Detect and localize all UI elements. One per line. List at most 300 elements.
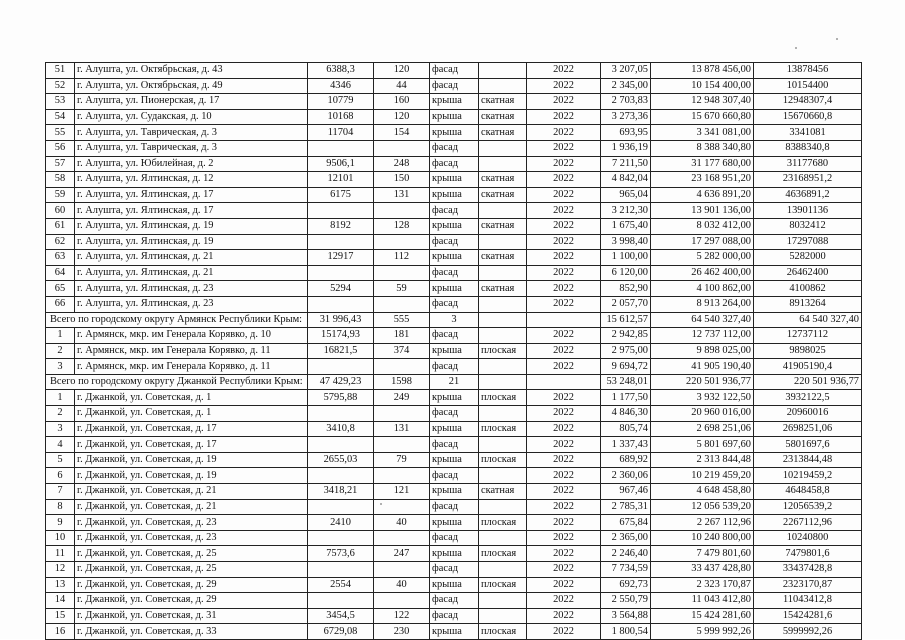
total-cell: 5282000 — [754, 250, 862, 266]
subtotal-area: 31 996,43 — [308, 312, 374, 328]
unit-cost-cell: 2 975,00 — [601, 343, 651, 359]
unit-cost-cell: 3 273,36 — [601, 109, 651, 125]
row-number: 15 — [46, 608, 75, 624]
total-cell: 8032412 — [754, 218, 862, 234]
roof-type-cell — [479, 562, 527, 578]
scan-speck — [380, 503, 382, 505]
cost-cell: 2 313 844,48 — [651, 452, 754, 468]
residents-cell — [374, 562, 430, 578]
residents-cell — [374, 359, 430, 375]
work-type-cell: крыша — [430, 484, 479, 500]
cost-cell: 9 898 025,00 — [651, 343, 754, 359]
area-cell: 12101 — [308, 172, 374, 188]
work-type-cell: фасад — [430, 78, 479, 94]
total-cell: 8913264 — [754, 296, 862, 312]
address-cell: г. Алушта, ул. Ялтинская, д. 19 — [75, 234, 308, 250]
residents-cell — [374, 265, 430, 281]
year-cell: 2022 — [527, 577, 601, 593]
roof-type-cell — [479, 265, 527, 281]
area-cell: 6175 — [308, 187, 374, 203]
roof-type-cell: плоская — [479, 390, 527, 406]
roof-type-cell: скатная — [479, 187, 527, 203]
year-cell: 2022 — [527, 187, 601, 203]
total-cell: 12737112 — [754, 328, 862, 344]
address-cell: г. Джанкой, ул. Советская, д. 1 — [75, 390, 308, 406]
roof-type-cell — [479, 140, 527, 156]
cost-cell: 4 636 891,20 — [651, 187, 754, 203]
roof-type-cell — [479, 359, 527, 375]
residents-cell: 150 — [374, 172, 430, 188]
roof-type-cell — [479, 530, 527, 546]
address-cell: г. Алушта, ул. Ялтинская, д. 19 — [75, 218, 308, 234]
area-cell: 2410 — [308, 515, 374, 531]
residents-cell — [374, 468, 430, 484]
subtotal-label: Всего по городскому округу Армянск Республики Крым: — [46, 312, 308, 328]
total-cell: 5801697,6 — [754, 437, 862, 453]
unit-cost-cell: 2 246,40 — [601, 546, 651, 562]
total-cell: 12948307,4 — [754, 94, 862, 110]
subtotal-label: Всего по городскому округу Джанкой Республики Крым: — [46, 374, 308, 390]
work-type-cell: крыша — [430, 421, 479, 437]
cost-cell: 13 901 136,00 — [651, 203, 754, 219]
row-number: 55 — [46, 125, 75, 141]
roof-type-cell — [479, 593, 527, 609]
cost-cell: 4 648 458,80 — [651, 484, 754, 500]
year-cell: 2022 — [527, 608, 601, 624]
residents-cell — [374, 499, 430, 515]
address-cell: г. Армянск, мкр. им Генерала Корявко, д. 10 — [75, 328, 308, 344]
table-row — [46, 250, 862, 266]
work-type-cell: фасад — [430, 562, 479, 578]
cost-cell: 2 698 251,06 — [651, 421, 754, 437]
empty-cell — [479, 374, 527, 390]
table-row — [46, 406, 862, 422]
row-number: 12 — [46, 562, 75, 578]
row-number: 3 — [46, 421, 75, 437]
cost-cell: 10 154 400,00 — [651, 78, 754, 94]
residents-cell — [374, 530, 430, 546]
row-number: 53 — [46, 94, 75, 110]
unit-cost-cell: 7 734,59 — [601, 562, 651, 578]
unit-cost-cell: 2 365,00 — [601, 530, 651, 546]
area-cell: 11704 — [308, 125, 374, 141]
work-type-cell: фасад — [430, 499, 479, 515]
row-number: 7 — [46, 484, 75, 500]
roof-type-cell: скатная — [479, 94, 527, 110]
area-cell: 10779 — [308, 94, 374, 110]
residents-cell: 247 — [374, 546, 430, 562]
unit-cost-cell: 852,90 — [601, 281, 651, 297]
table-row — [46, 484, 862, 500]
work-type-cell: крыша — [430, 624, 479, 640]
unit-cost-cell: 692,73 — [601, 577, 651, 593]
residents-cell: 79 — [374, 452, 430, 468]
year-cell: 2022 — [527, 203, 601, 219]
roof-type-cell — [479, 63, 527, 79]
address-cell: г. Джанкой, ул. Советская, д. 17 — [75, 437, 308, 453]
area-cell: 6388,3 — [308, 63, 374, 79]
subtotal-houses: 21 — [430, 374, 479, 390]
cost-cell: 2 267 112,96 — [651, 515, 754, 531]
row-number: 5 — [46, 452, 75, 468]
cost-cell: 15 670 660,80 — [651, 109, 754, 125]
work-type-cell: фасад — [430, 593, 479, 609]
unit-cost-cell: 4 842,04 — [601, 172, 651, 188]
residents-cell: 154 — [374, 125, 430, 141]
address-cell: г. Джанкой, ул. Советская, д. 31 — [75, 608, 308, 624]
address-cell: г. Алушта, ул. Ялтинская, д. 23 — [75, 281, 308, 297]
total-cell: 7479801,6 — [754, 546, 862, 562]
row-number: 3 — [46, 359, 75, 375]
roof-type-cell — [479, 468, 527, 484]
work-type-cell: фасад — [430, 359, 479, 375]
year-cell: 2022 — [527, 78, 601, 94]
table-row — [46, 218, 862, 234]
total-cell: 5999992,26 — [754, 624, 862, 640]
cost-cell: 11 043 412,80 — [651, 593, 754, 609]
row-number: 59 — [46, 187, 75, 203]
table-row — [46, 577, 862, 593]
unit-cost-cell: 675,84 — [601, 515, 651, 531]
total-cell: 12056539,2 — [754, 499, 862, 515]
residents-cell — [374, 234, 430, 250]
cost-cell: 4 100 862,00 — [651, 281, 754, 297]
residents-cell: 40 — [374, 577, 430, 593]
work-type-cell: крыша — [430, 452, 479, 468]
work-type-cell: крыша — [430, 187, 479, 203]
row-number: 65 — [46, 281, 75, 297]
address-cell: г. Джанкой, ул. Советская, д. 1 — [75, 406, 308, 422]
roof-type-cell: скатная — [479, 172, 527, 188]
year-cell: 2022 — [527, 218, 601, 234]
row-number: 9 — [46, 515, 75, 531]
work-type-cell: фасад — [430, 203, 479, 219]
table-row — [46, 125, 862, 141]
unit-cost-cell: 965,04 — [601, 187, 651, 203]
subtotal-count: 1598 — [374, 374, 430, 390]
table-row — [46, 562, 862, 578]
year-cell: 2022 — [527, 343, 601, 359]
roof-type-cell — [479, 608, 527, 624]
table-row — [46, 499, 862, 515]
address-cell: г. Алушта, ул. Судакская, д. 10 — [75, 109, 308, 125]
roof-type-cell: скатная — [479, 250, 527, 266]
residents-cell — [374, 140, 430, 156]
residents-cell: 181 — [374, 328, 430, 344]
unit-cost-cell: 2 550,79 — [601, 593, 651, 609]
total-cell: 4100862 — [754, 281, 862, 297]
subtotal-area: 47 429,23 — [308, 374, 374, 390]
total-cell: 3341081 — [754, 125, 862, 141]
area-cell: 2655,03 — [308, 452, 374, 468]
unit-cost-cell: 4 846,30 — [601, 406, 651, 422]
empty-cell — [527, 312, 601, 328]
year-cell: 2022 — [527, 172, 601, 188]
work-type-cell: крыша — [430, 172, 479, 188]
cost-cell: 8 913 264,00 — [651, 296, 754, 312]
roof-type-cell — [479, 78, 527, 94]
table-row — [46, 140, 862, 156]
residents-cell — [374, 437, 430, 453]
cost-cell: 3 341 081,00 — [651, 125, 754, 141]
unit-cost-cell: 3 212,30 — [601, 203, 651, 219]
table-row — [46, 390, 862, 406]
repair-register-table — [45, 62, 862, 640]
cost-cell: 5 801 697,60 — [651, 437, 754, 453]
roof-type-cell: плоская — [479, 452, 527, 468]
unit-cost-cell: 2 785,31 — [601, 499, 651, 515]
row-number: 54 — [46, 109, 75, 125]
total-cell: 11043412,8 — [754, 593, 862, 609]
residents-cell: 44 — [374, 78, 430, 94]
area-cell: 5795,88 — [308, 390, 374, 406]
residents-cell: 120 — [374, 63, 430, 79]
subtotal-total: 64 540 327,40 — [754, 312, 862, 328]
row-number: 58 — [46, 172, 75, 188]
cost-cell: 23 168 951,20 — [651, 172, 754, 188]
area-cell: 12917 — [308, 250, 374, 266]
table-row — [46, 234, 862, 250]
area-cell — [308, 359, 374, 375]
unit-cost-cell: 3 564,88 — [601, 608, 651, 624]
unit-cost-cell: 1 675,40 — [601, 218, 651, 234]
table-row — [46, 359, 862, 375]
work-type-cell: фасад — [430, 468, 479, 484]
subtotal-unit-cost: 53 248,01 — [601, 374, 651, 390]
area-cell — [308, 593, 374, 609]
unit-cost-cell: 1 936,19 — [601, 140, 651, 156]
table-row — [46, 187, 862, 203]
cost-cell: 10 240 800,00 — [651, 530, 754, 546]
table-row — [46, 593, 862, 609]
table-row — [46, 296, 862, 312]
table-row — [46, 452, 862, 468]
row-number: 2 — [46, 343, 75, 359]
total-cell: 2313844,48 — [754, 452, 862, 468]
roof-type-cell — [479, 156, 527, 172]
address-cell: г. Алушта, ул. Юбилейная, д. 2 — [75, 156, 308, 172]
residents-cell: 59 — [374, 281, 430, 297]
empty-cell — [479, 312, 527, 328]
row-number: 2 — [46, 406, 75, 422]
row-number: 51 — [46, 63, 75, 79]
work-type-cell: крыша — [430, 250, 479, 266]
table-row — [46, 546, 862, 562]
subtotal-row — [46, 374, 862, 390]
total-cell: 13878456 — [754, 63, 862, 79]
unit-cost-cell: 693,95 — [601, 125, 651, 141]
unit-cost-cell: 1 800,54 — [601, 624, 651, 640]
work-type-cell: крыша — [430, 343, 479, 359]
total-cell: 15424281,6 — [754, 608, 862, 624]
row-number: 64 — [46, 265, 75, 281]
year-cell: 2022 — [527, 156, 601, 172]
area-cell: 4346 — [308, 78, 374, 94]
area-cell: 9506,1 — [308, 156, 374, 172]
total-cell: 33437428,8 — [754, 562, 862, 578]
year-cell: 2022 — [527, 328, 601, 344]
unit-cost-cell: 805,74 — [601, 421, 651, 437]
cost-cell: 3 932 122,50 — [651, 390, 754, 406]
cost-cell: 12 737 112,00 — [651, 328, 754, 344]
cost-cell: 5 999 992,26 — [651, 624, 754, 640]
work-type-cell: фасад — [430, 328, 479, 344]
cost-cell: 10 219 459,20 — [651, 468, 754, 484]
residents-cell: 131 — [374, 421, 430, 437]
total-cell: 4636891,2 — [754, 187, 862, 203]
address-cell: г. Джанкой, ул. Советская, д. 17 — [75, 421, 308, 437]
table-row — [46, 608, 862, 624]
area-cell — [308, 437, 374, 453]
year-cell: 2022 — [527, 437, 601, 453]
unit-cost-cell: 689,92 — [601, 452, 651, 468]
roof-type-cell: плоская — [479, 421, 527, 437]
area-cell — [308, 296, 374, 312]
total-cell: 10240800 — [754, 530, 862, 546]
subtotal-unit-cost: 15 612,57 — [601, 312, 651, 328]
address-cell: г. Джанкой, ул. Советская, д. 23 — [75, 530, 308, 546]
area-cell: 15174,93 — [308, 328, 374, 344]
row-number: 6 — [46, 468, 75, 484]
table-row — [46, 63, 862, 79]
roof-type-cell: плоская — [479, 624, 527, 640]
work-type-cell: крыша — [430, 546, 479, 562]
area-cell: 7573,6 — [308, 546, 374, 562]
work-type-cell: фасад — [430, 265, 479, 281]
table-row — [46, 343, 862, 359]
total-cell: 10219459,2 — [754, 468, 862, 484]
roof-type-cell: скатная — [479, 281, 527, 297]
area-cell: 6729,08 — [308, 624, 374, 640]
table-row — [46, 109, 862, 125]
area-cell: 3418,21 — [308, 484, 374, 500]
total-cell: 2698251,06 — [754, 421, 862, 437]
unit-cost-cell: 3 207,05 — [601, 63, 651, 79]
unit-cost-cell: 6 120,00 — [601, 265, 651, 281]
year-cell: 2022 — [527, 140, 601, 156]
area-cell — [308, 530, 374, 546]
row-number: 61 — [46, 218, 75, 234]
total-cell: 9898025 — [754, 343, 862, 359]
year-cell: 2022 — [527, 593, 601, 609]
year-cell: 2022 — [527, 250, 601, 266]
unit-cost-cell: 2 942,85 — [601, 328, 651, 344]
cost-cell: 12 948 307,40 — [651, 94, 754, 110]
cost-cell: 2 323 170,87 — [651, 577, 754, 593]
address-cell: г. Алушта, ул. Таврическая, д. 3 — [75, 140, 308, 156]
unit-cost-cell: 1 100,00 — [601, 250, 651, 266]
area-cell — [308, 468, 374, 484]
year-cell: 2022 — [527, 546, 601, 562]
row-number: 10 — [46, 530, 75, 546]
table-row — [46, 437, 862, 453]
roof-type-cell: плоская — [479, 343, 527, 359]
year-cell: 2022 — [527, 624, 601, 640]
area-cell — [308, 140, 374, 156]
work-type-cell: крыша — [430, 109, 479, 125]
year-cell: 2022 — [527, 281, 601, 297]
year-cell: 2022 — [527, 515, 601, 531]
cost-cell: 33 437 428,80 — [651, 562, 754, 578]
address-cell: г. Джанкой, ул. Советская, д. 33 — [75, 624, 308, 640]
work-type-cell: фасад — [430, 234, 479, 250]
year-cell: 2022 — [527, 390, 601, 406]
residents-cell: 374 — [374, 343, 430, 359]
residents-cell: 120 — [374, 109, 430, 125]
cost-cell: 8 388 340,80 — [651, 140, 754, 156]
cost-cell: 20 960 016,00 — [651, 406, 754, 422]
residents-cell — [374, 296, 430, 312]
area-cell — [308, 562, 374, 578]
subtotal-count: 555 — [374, 312, 430, 328]
address-cell: г. Алушта, ул. Ялтинская, д. 21 — [75, 250, 308, 266]
roof-type-cell — [479, 437, 527, 453]
row-number: 8 — [46, 499, 75, 515]
work-type-cell: фасад — [430, 63, 479, 79]
total-cell: 13901136 — [754, 203, 862, 219]
cost-cell: 41 905 190,40 — [651, 359, 754, 375]
row-number: 63 — [46, 250, 75, 266]
table-row — [46, 281, 862, 297]
area-cell: 10168 — [308, 109, 374, 125]
scan-speck — [795, 47, 797, 49]
address-cell: г. Алушта, ул. Октябрьская, д. 43 — [75, 63, 308, 79]
year-cell: 2022 — [527, 265, 601, 281]
row-number: 1 — [46, 328, 75, 344]
roof-type-cell: скатная — [479, 218, 527, 234]
table-row — [46, 94, 862, 110]
total-cell: 4648458,8 — [754, 484, 862, 500]
address-cell: г. Алушта, ул. Ялтинская, д. 23 — [75, 296, 308, 312]
roof-type-cell: скатная — [479, 125, 527, 141]
table-row — [46, 172, 862, 188]
work-type-cell: фасад — [430, 608, 479, 624]
residents-cell — [374, 203, 430, 219]
row-number: 4 — [46, 437, 75, 453]
row-number: 11 — [46, 546, 75, 562]
work-type-cell: фасад — [430, 156, 479, 172]
address-cell: г. Алушта, ул. Ялтинская, д. 17 — [75, 203, 308, 219]
area-cell — [308, 499, 374, 515]
area-cell: 3410,8 — [308, 421, 374, 437]
work-type-cell: крыша — [430, 390, 479, 406]
work-type-cell: фасад — [430, 140, 479, 156]
work-type-cell: фасад — [430, 296, 479, 312]
roof-type-cell: скатная — [479, 484, 527, 500]
table-row — [46, 265, 862, 281]
subtotal-cost: 220 501 936,77 — [651, 374, 754, 390]
area-cell — [308, 406, 374, 422]
address-cell: г. Алушта, ул. Ялтинская, д. 12 — [75, 172, 308, 188]
total-cell: 31177680 — [754, 156, 862, 172]
cost-cell: 15 424 281,60 — [651, 608, 754, 624]
subtotal-houses: 3 — [430, 312, 479, 328]
table-body — [46, 63, 862, 640]
subtotal-total: 220 501 936,77 — [754, 374, 862, 390]
year-cell: 2022 — [527, 406, 601, 422]
residents-cell — [374, 406, 430, 422]
cost-cell: 5 282 000,00 — [651, 250, 754, 266]
address-cell: г. Джанкой, ул. Советская, д. 21 — [75, 484, 308, 500]
residents-cell: 230 — [374, 624, 430, 640]
area-cell — [308, 265, 374, 281]
unit-cost-cell: 2 345,00 — [601, 78, 651, 94]
address-cell: г. Алушта, ул. Ялтинская, д. 21 — [75, 265, 308, 281]
address-cell: г. Джанкой, ул. Советская, д. 21 — [75, 499, 308, 515]
row-number: 1 — [46, 390, 75, 406]
empty-cell — [527, 374, 601, 390]
roof-type-cell — [479, 499, 527, 515]
